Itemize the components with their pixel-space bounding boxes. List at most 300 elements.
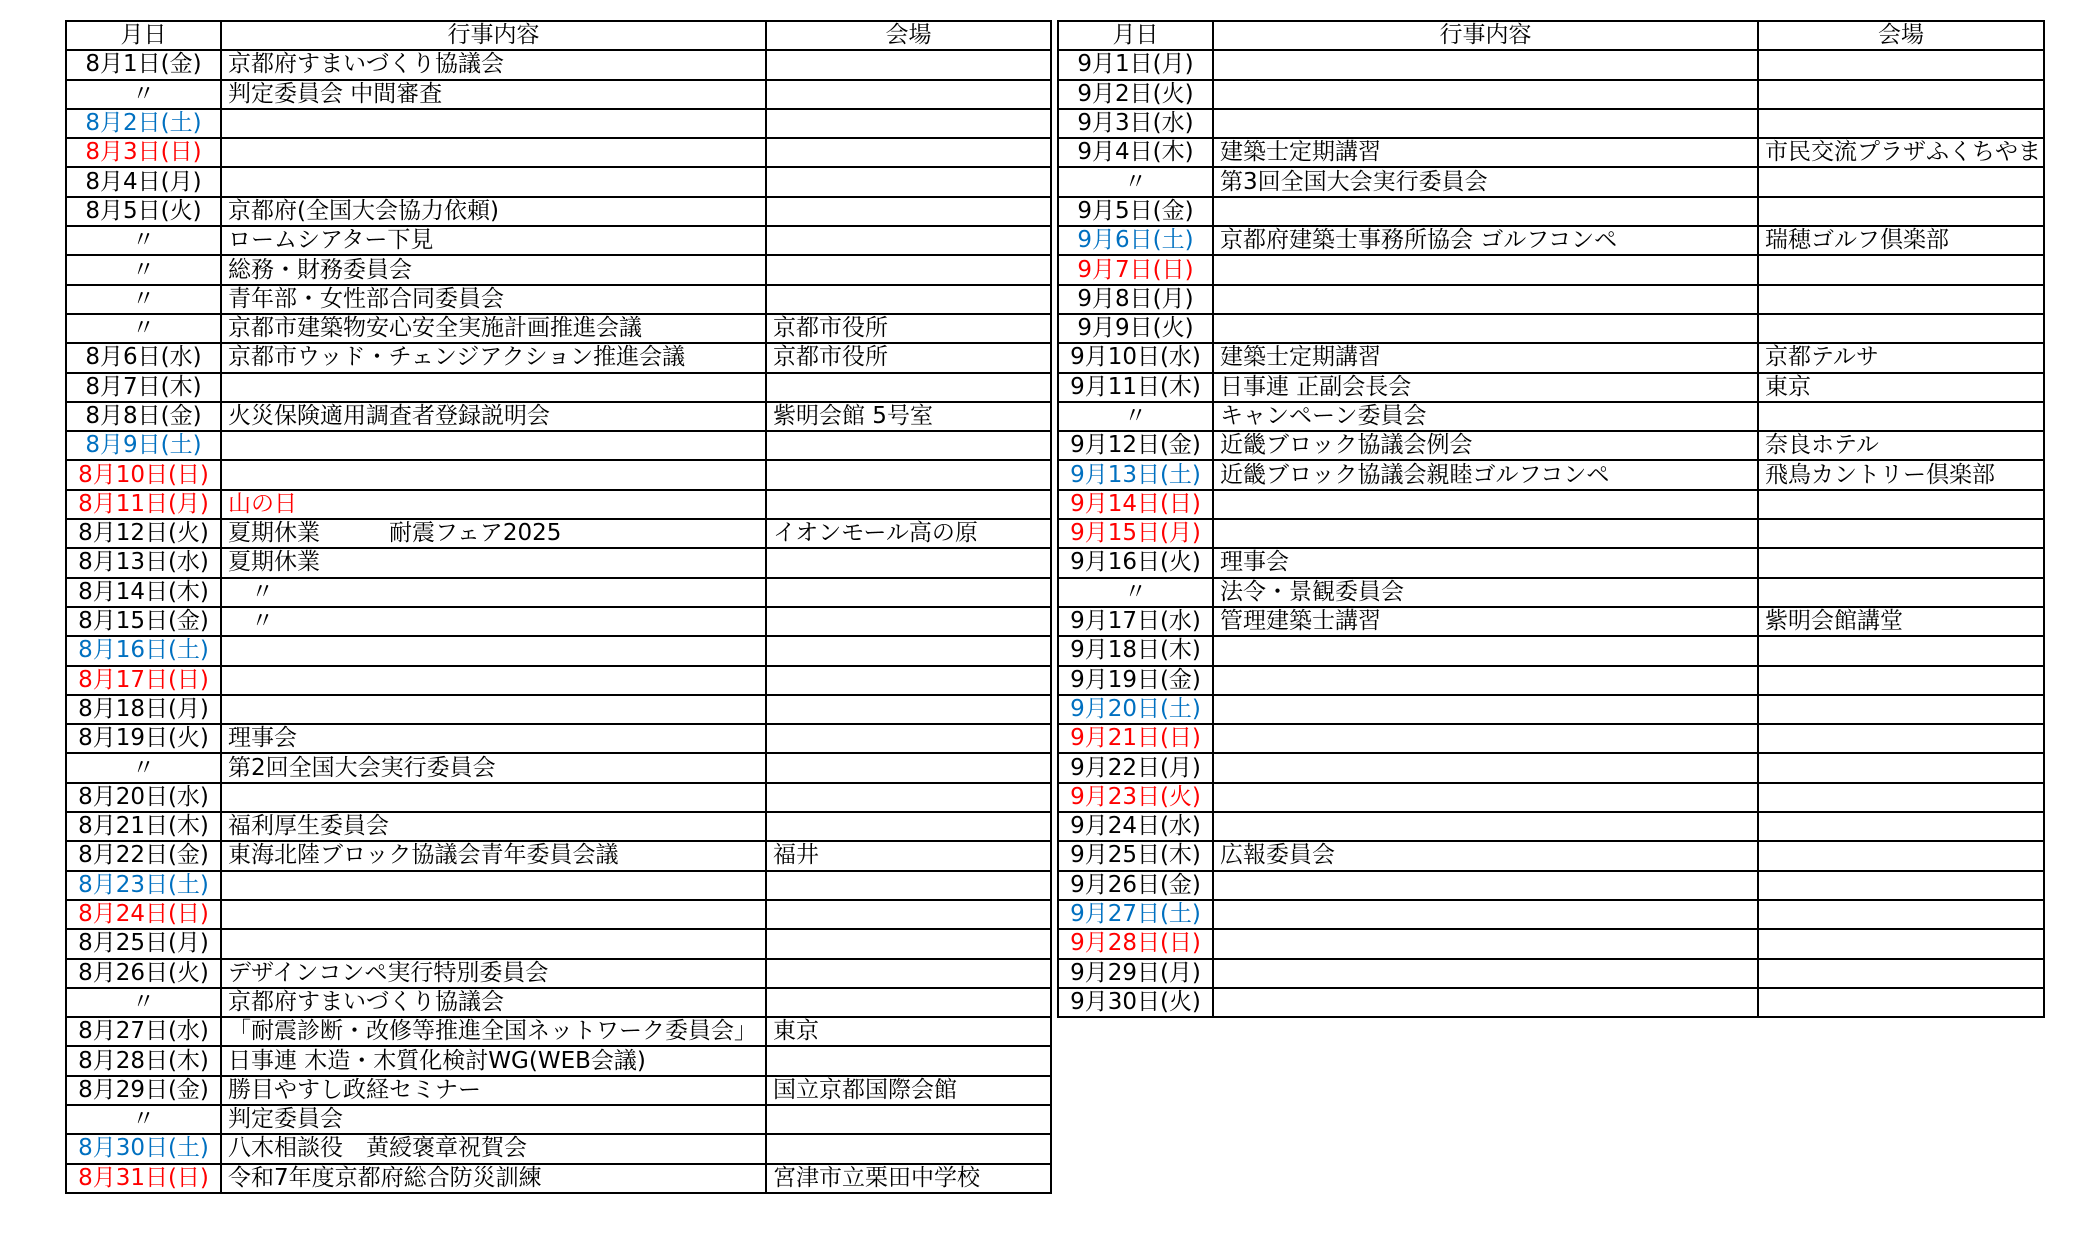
date-cell: 〃	[66, 753, 221, 782]
table-row	[66, 578, 1051, 607]
event-cell	[221, 636, 766, 665]
table-row	[66, 607, 1051, 636]
table-row	[66, 988, 1051, 1017]
venue-cell	[766, 724, 1051, 753]
event-cell: 判定委員会	[221, 1105, 766, 1134]
venue-cell: 瑞穂ゴルフ倶楽部	[1758, 226, 2044, 255]
venue-cell	[1758, 285, 2044, 314]
date-cell: 9月22日(月)	[1058, 753, 1213, 782]
event-cell	[1213, 695, 1758, 724]
event-cell: 判定委員会 中間審査	[221, 80, 766, 109]
event-cell: 夏期休業	[221, 548, 766, 577]
table-row	[1058, 871, 2044, 900]
event-cell: 福利厚生委員会	[221, 812, 766, 841]
table-row	[66, 226, 1051, 255]
event-cell	[1213, 959, 1758, 988]
table-row	[66, 812, 1051, 841]
date-cell: 9月28日(日)	[1058, 929, 1213, 958]
table-row	[66, 666, 1051, 695]
table-row	[66, 548, 1051, 577]
date-cell: 9月10日(水)	[1058, 343, 1213, 372]
venue-cell	[1758, 636, 2044, 665]
table-row	[1058, 138, 2044, 167]
venue-cell	[766, 871, 1051, 900]
venue-cell	[766, 285, 1051, 314]
venue-cell	[766, 695, 1051, 724]
venue-cell	[766, 1134, 1051, 1163]
venue-cell: 京都テルサ	[1758, 343, 2044, 372]
date-cell: 〃	[66, 988, 221, 1017]
event-cell: 「耐震診断・改修等推進全国ネットワーク委員会」	[221, 1017, 766, 1046]
event-cell	[1213, 666, 1758, 695]
event-cell: 京都府建築士事務所協会 ゴルフコンペ	[1213, 226, 1758, 255]
table-row	[66, 1134, 1051, 1163]
event-cell	[1213, 929, 1758, 958]
event-cell	[1213, 285, 1758, 314]
date-cell: 9月30日(火)	[1058, 988, 1213, 1017]
date-cell: 9月5日(金)	[1058, 197, 1213, 226]
venue-cell: 国立京都国際会館	[766, 1076, 1051, 1105]
date-cell: 8月2日(土)	[66, 109, 221, 138]
event-cell	[221, 900, 766, 929]
table-row	[1058, 900, 2044, 929]
date-cell: 9月14日(日)	[1058, 490, 1213, 519]
venue-cell	[766, 753, 1051, 782]
table-row	[1058, 988, 2044, 1017]
venue-cell	[1758, 109, 2044, 138]
table-row	[66, 900, 1051, 929]
table-row	[66, 724, 1051, 753]
event-cell	[1213, 988, 1758, 1017]
event-cell: 近畿ブロック協議会例会	[1213, 431, 1758, 460]
venue-cell	[766, 138, 1051, 167]
date-cell: 8月12日(火)	[66, 519, 221, 548]
event-cell: 青年部・女性部合同委員会	[221, 285, 766, 314]
table-row	[66, 929, 1051, 958]
venue-cell	[766, 109, 1051, 138]
table-row	[1058, 50, 2044, 79]
date-cell: 8月25日(月)	[66, 929, 221, 958]
venue-cell	[1758, 724, 2044, 753]
event-cell: 京都府すまいづくり協議会	[221, 988, 766, 1017]
venue-cell	[1758, 783, 2044, 812]
venue-cell: イオンモール高の原	[766, 519, 1051, 548]
venue-cell	[766, 50, 1051, 79]
event-cell	[221, 783, 766, 812]
event-cell: 火災保険適用調査者登録説明会	[221, 402, 766, 431]
venue-cell: 福井	[766, 841, 1051, 870]
date-cell: 8月26日(火)	[66, 959, 221, 988]
venue-cell: 東京	[1758, 373, 2044, 402]
table-row	[66, 1164, 1051, 1193]
event-cell: 理事会	[221, 724, 766, 753]
event-cell	[1213, 753, 1758, 782]
date-cell: 〃	[1058, 578, 1213, 607]
table-row	[66, 109, 1051, 138]
date-cell: 8月23日(土)	[66, 871, 221, 900]
date-cell: 9月26日(金)	[1058, 871, 1213, 900]
table-row	[66, 783, 1051, 812]
table-row	[1058, 578, 2044, 607]
event-cell	[1213, 724, 1758, 753]
event-header: 行事内容	[1213, 21, 1758, 50]
table-row	[66, 841, 1051, 870]
date-cell: 9月8日(月)	[1058, 285, 1213, 314]
event-cell	[221, 460, 766, 489]
event-cell	[1213, 812, 1758, 841]
event-cell: 日事連 木造・木質化検討WG(WEB会議)	[221, 1046, 766, 1075]
table-row	[1058, 226, 2044, 255]
event-cell	[1213, 871, 1758, 900]
date-cell: 8月16日(土)	[66, 636, 221, 665]
table-row	[66, 753, 1051, 782]
venue-cell	[1758, 197, 2044, 226]
header-row	[1058, 21, 2044, 50]
event-cell	[1213, 50, 1758, 79]
date-cell: 〃	[66, 1105, 221, 1134]
table-row	[1058, 607, 2044, 636]
date-cell: 8月24日(日)	[66, 900, 221, 929]
table-row	[66, 138, 1051, 167]
date-cell: 8月10日(日)	[66, 460, 221, 489]
venue-cell	[766, 197, 1051, 226]
date-cell: 9月18日(木)	[1058, 636, 1213, 665]
table-row	[66, 1076, 1051, 1105]
table-row	[1058, 460, 2044, 489]
date-cell: 9月20日(土)	[1058, 695, 1213, 724]
table-row	[1058, 255, 2044, 284]
date-cell: 8月5日(火)	[66, 197, 221, 226]
venue-cell: 紫明会館 5号室	[766, 402, 1051, 431]
date-cell: 〃	[1058, 402, 1213, 431]
date-cell: 8月1日(金)	[66, 50, 221, 79]
venue-cell	[1758, 929, 2044, 958]
event-cell: 東海北陸ブロック協議会青年委員会議	[221, 841, 766, 870]
table-row	[66, 80, 1051, 109]
venue-cell	[1758, 490, 2044, 519]
venue-cell	[766, 578, 1051, 607]
date-cell: 9月25日(木)	[1058, 841, 1213, 870]
table-row	[66, 431, 1051, 460]
venue-cell	[1758, 988, 2044, 1017]
date-cell: 8月22日(金)	[66, 841, 221, 870]
event-cell: 夏期休業 耐震フェア2025	[221, 519, 766, 548]
date-cell: 9月4日(木)	[1058, 138, 1213, 167]
venue-cell	[1758, 753, 2044, 782]
venue-cell	[766, 373, 1051, 402]
date-cell: 9月6日(土)	[1058, 226, 1213, 255]
date-cell: 9月3日(水)	[1058, 109, 1213, 138]
venue-cell	[766, 900, 1051, 929]
table-row	[1058, 343, 2044, 372]
event-cell	[221, 373, 766, 402]
venue-cell	[766, 80, 1051, 109]
event-cell: 京都市建築物安心安全実施計画推進会議	[221, 314, 766, 343]
event-cell	[221, 109, 766, 138]
venue-cell	[766, 959, 1051, 988]
date-cell: 8月9日(土)	[66, 431, 221, 460]
date-cell: 8月28日(木)	[66, 1046, 221, 1075]
venue-cell	[766, 226, 1051, 255]
event-cell: 建築士定期講習	[1213, 343, 1758, 372]
event-cell: 八木相談役 黄綬褒章祝賀会	[221, 1134, 766, 1163]
date-cell: 〃	[66, 285, 221, 314]
event-cell	[221, 929, 766, 958]
event-cell: 法令・景観委員会	[1213, 578, 1758, 607]
date-cell: 9月9日(火)	[1058, 314, 1213, 343]
event-cell: 広報委員会	[1213, 841, 1758, 870]
date-cell: 9月2日(火)	[1058, 80, 1213, 109]
date-cell: 〃	[66, 314, 221, 343]
venue-cell	[1758, 548, 2044, 577]
table-row	[1058, 695, 2044, 724]
event-cell	[1213, 197, 1758, 226]
venue-cell	[766, 636, 1051, 665]
date-cell: 8月31日(日)	[66, 1164, 221, 1193]
date-cell: 9月15日(月)	[1058, 519, 1213, 548]
date-cell: 8月6日(水)	[66, 343, 221, 372]
venue-cell	[766, 1046, 1051, 1075]
date-cell: 8月21日(木)	[66, 812, 221, 841]
table-row	[66, 1017, 1051, 1046]
table-row	[1058, 959, 2044, 988]
table-row	[1058, 109, 2044, 138]
venue-cell	[1758, 255, 2044, 284]
event-cell	[1213, 636, 1758, 665]
table-row	[1058, 167, 2044, 196]
table-row	[1058, 548, 2044, 577]
date-cell: 9月23日(火)	[1058, 783, 1213, 812]
venue-cell	[1758, 50, 2044, 79]
date-header: 月日	[66, 21, 221, 50]
date-cell: 8月3日(日)	[66, 138, 221, 167]
venue-cell	[766, 812, 1051, 841]
venue-header: 会場	[766, 21, 1051, 50]
august-schedule-table	[65, 20, 1052, 1194]
event-cell: 山の日	[221, 490, 766, 519]
table-row	[1058, 285, 2044, 314]
date-cell: 8月29日(金)	[66, 1076, 221, 1105]
venue-cell	[1758, 666, 2044, 695]
table-row	[1058, 80, 2044, 109]
venue-cell	[1758, 900, 2044, 929]
event-cell	[221, 167, 766, 196]
date-cell: 9月21日(日)	[1058, 724, 1213, 753]
event-cell: キャンペーン委員会	[1213, 402, 1758, 431]
venue-cell	[1758, 578, 2044, 607]
event-cell: 勝目やすし政経セミナー	[221, 1076, 766, 1105]
venue-cell	[1758, 402, 2044, 431]
date-cell: 9月27日(土)	[1058, 900, 1213, 929]
event-cell	[221, 871, 766, 900]
event-cell: 管理建築士講習	[1213, 607, 1758, 636]
table-row	[66, 695, 1051, 724]
event-cell	[221, 431, 766, 460]
venue-cell	[766, 167, 1051, 196]
date-cell: 8月15日(金)	[66, 607, 221, 636]
venue-cell: 東京	[766, 1017, 1051, 1046]
venue-cell	[766, 666, 1051, 695]
date-cell: 8月14日(木)	[66, 578, 221, 607]
date-cell: 8月7日(木)	[66, 373, 221, 402]
table-row	[66, 402, 1051, 431]
event-cell: ロームシアター下見	[221, 226, 766, 255]
date-cell: 8月27日(水)	[66, 1017, 221, 1046]
table-row	[66, 871, 1051, 900]
date-cell: 8月4日(月)	[66, 167, 221, 196]
table-row	[66, 373, 1051, 402]
table-row	[66, 490, 1051, 519]
date-cell: 9月17日(水)	[1058, 607, 1213, 636]
venue-cell	[766, 548, 1051, 577]
venue-cell	[1758, 812, 2044, 841]
venue-cell: 飛鳥カントリー倶楽部	[1758, 460, 2044, 489]
table-row	[1058, 724, 2044, 753]
venue-cell	[766, 255, 1051, 284]
date-cell: 9月7日(日)	[1058, 255, 1213, 284]
event-cell: 日事連 正副会長会	[1213, 373, 1758, 402]
table-row	[1058, 197, 2044, 226]
venue-cell	[1758, 519, 2044, 548]
table-row	[66, 50, 1051, 79]
venue-cell	[766, 929, 1051, 958]
venue-header: 会場	[1758, 21, 2044, 50]
date-cell: 9月11日(木)	[1058, 373, 1213, 402]
event-cell: 令和7年度京都府総合防災訓練	[221, 1164, 766, 1193]
venue-cell: 紫明会館講堂	[1758, 607, 2044, 636]
venue-cell	[1758, 695, 2044, 724]
date-cell: 9月16日(火)	[1058, 548, 1213, 577]
event-cell	[221, 666, 766, 695]
table-row	[1058, 431, 2044, 460]
date-cell: 〃	[66, 80, 221, 109]
venue-cell	[766, 988, 1051, 1017]
date-cell: 8月8日(金)	[66, 402, 221, 431]
venue-cell	[766, 783, 1051, 812]
event-cell: 〃	[221, 607, 766, 636]
event-cell: デザインコンペ実行特別委員会	[221, 959, 766, 988]
table-row	[1058, 666, 2044, 695]
september-schedule-table	[1057, 20, 2045, 1018]
venue-cell: 宮津市立栗田中学校	[766, 1164, 1051, 1193]
table-row	[1058, 314, 2044, 343]
date-cell: 8月11日(月)	[66, 490, 221, 519]
date-cell: 〃	[1058, 167, 1213, 196]
table-row	[66, 255, 1051, 284]
table-row	[1058, 519, 2044, 548]
date-cell: 9月29日(月)	[1058, 959, 1213, 988]
venue-cell: 京都市役所	[766, 314, 1051, 343]
table-row	[1058, 783, 2044, 812]
table-row	[1058, 402, 2044, 431]
date-cell: 8月20日(水)	[66, 783, 221, 812]
venue-cell	[766, 431, 1051, 460]
table-row	[1058, 929, 2044, 958]
event-cell: 京都府すまいづくり協議会	[221, 50, 766, 79]
table-row	[66, 167, 1051, 196]
venue-cell	[1758, 871, 2044, 900]
date-cell: 9月19日(金)	[1058, 666, 1213, 695]
venue-cell	[1758, 314, 2044, 343]
date-header: 月日	[1058, 21, 1213, 50]
table-row	[66, 519, 1051, 548]
event-cell: 京都府(全国大会協力依頼)	[221, 197, 766, 226]
date-cell: 〃	[66, 255, 221, 284]
table-row	[1058, 373, 2044, 402]
table-row	[1058, 490, 2044, 519]
event-cell: 建築士定期講習	[1213, 138, 1758, 167]
venue-cell: 京都市役所	[766, 343, 1051, 372]
table-row	[66, 1105, 1051, 1134]
event-cell	[1213, 255, 1758, 284]
event-cell: 第2回全国大会実行委員会	[221, 753, 766, 782]
event-cell	[1213, 314, 1758, 343]
event-cell: 〃	[221, 578, 766, 607]
date-cell: 8月18日(月)	[66, 695, 221, 724]
table-row	[1058, 636, 2044, 665]
date-cell: 〃	[66, 226, 221, 255]
venue-cell: 市民交流プラザふくちやま	[1758, 138, 2044, 167]
september-rows	[1058, 50, 2044, 1017]
event-cell	[1213, 490, 1758, 519]
table-row	[1058, 841, 2044, 870]
date-cell: 8月17日(日)	[66, 666, 221, 695]
venue-cell	[1758, 167, 2044, 196]
venue-cell	[766, 460, 1051, 489]
header-row	[66, 21, 1051, 50]
venue-cell	[1758, 80, 2044, 109]
date-cell: 9月1日(月)	[1058, 50, 1213, 79]
august-rows	[66, 50, 1051, 1193]
date-cell: 9月12日(金)	[1058, 431, 1213, 460]
event-cell	[221, 138, 766, 167]
date-cell: 8月13日(水)	[66, 548, 221, 577]
table-row	[66, 636, 1051, 665]
date-cell: 8月19日(火)	[66, 724, 221, 753]
table-row	[66, 197, 1051, 226]
event-cell: 近畿ブロック協議会親睦ゴルフコンペ	[1213, 460, 1758, 489]
table-row	[66, 285, 1051, 314]
table-row	[66, 343, 1051, 372]
venue-cell	[766, 1105, 1051, 1134]
table-row	[1058, 812, 2044, 841]
event-cell: 京都市ウッド・チェンジアクション推進会議	[221, 343, 766, 372]
table-row	[66, 1046, 1051, 1075]
event-cell	[1213, 519, 1758, 548]
table-row	[66, 314, 1051, 343]
event-cell	[221, 695, 766, 724]
date-cell: 9月13日(土)	[1058, 460, 1213, 489]
event-cell	[1213, 783, 1758, 812]
event-cell	[1213, 80, 1758, 109]
event-cell	[1213, 900, 1758, 929]
table-row	[66, 460, 1051, 489]
event-cell	[1213, 109, 1758, 138]
venue-cell	[1758, 841, 2044, 870]
event-cell: 理事会	[1213, 548, 1758, 577]
venue-cell	[766, 490, 1051, 519]
date-cell: 9月24日(水)	[1058, 812, 1213, 841]
venue-cell	[766, 607, 1051, 636]
event-cell: 総務・財務委員会	[221, 255, 766, 284]
venue-cell	[1758, 959, 2044, 988]
table-row	[1058, 753, 2044, 782]
date-cell: 8月30日(土)	[66, 1134, 221, 1163]
event-cell: 第3回全国大会実行委員会	[1213, 167, 1758, 196]
venue-cell: 奈良ホテル	[1758, 431, 2044, 460]
event-header: 行事内容	[221, 21, 766, 50]
table-row	[66, 959, 1051, 988]
